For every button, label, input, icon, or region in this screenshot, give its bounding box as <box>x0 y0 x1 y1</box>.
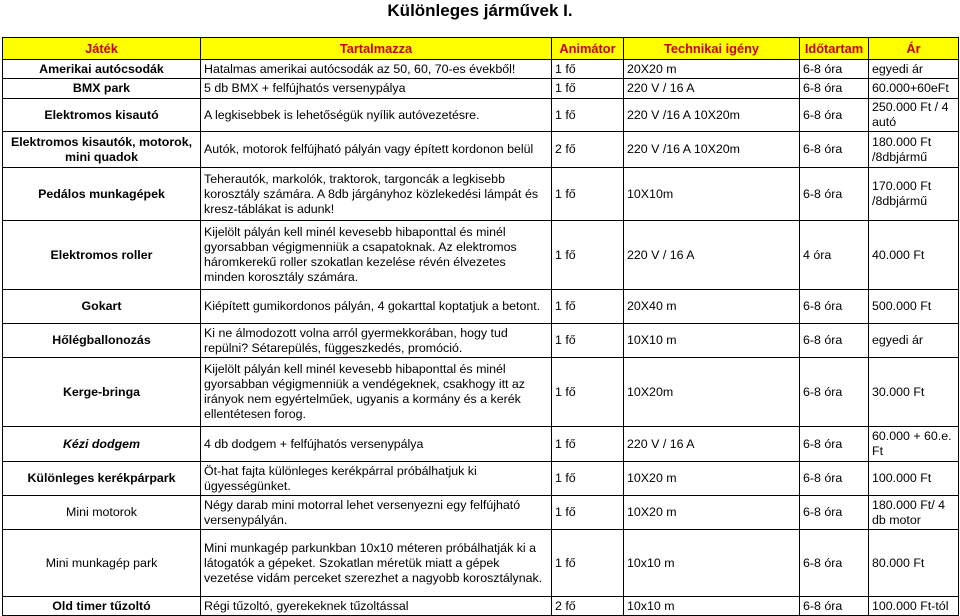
row-description: A legkisebbek is lehetőségük nyílik autóvezetésre. <box>201 99 552 132</box>
row-description: Hatalmas amerikai autócsodák az 50, 60, 70-es évekből! <box>201 60 552 79</box>
row-animator: 2 fő <box>552 132 624 168</box>
header-cell-game: Játék <box>3 38 201 60</box>
row-price: 100.000 Ft <box>869 462 959 496</box>
price-table <box>2 37 959 616</box>
row-name: Elektromos kisautó <box>3 99 201 132</box>
row-description: Öt-hat fajta különleges kerékpárral próbálhatjuk ki ügyességünket. <box>201 462 552 496</box>
table-row <box>3 132 959 168</box>
row-price: 500.000 Ft <box>869 290 959 324</box>
row-technical: 10x10 m <box>624 597 800 616</box>
row-name: Amerikai autócsodák <box>3 60 201 79</box>
row-technical: 220 V / 16 A <box>624 79 800 99</box>
row-name: Különleges kerékpárpark <box>3 462 201 496</box>
table-row <box>3 427 959 462</box>
row-animator: 1 fő <box>552 99 624 132</box>
row-price: 30.000 Ft <box>869 358 959 427</box>
row-animator: 1 fő <box>552 221 624 290</box>
row-price: 180.000 Ft /8dbjármű <box>869 132 959 168</box>
row-duration: 6-8 óra <box>800 290 869 324</box>
row-name: Mini motorok <box>3 496 201 530</box>
row-duration: 6-8 óra <box>800 324 869 358</box>
row-price: 170.000 Ft /8dbjármű <box>869 168 959 221</box>
row-technical: 20X20 m <box>624 60 800 79</box>
header-cell-duration: Időtartam <box>800 38 869 60</box>
row-duration: 6-8 óra <box>800 530 869 597</box>
row-price: 40.000 Ft <box>869 221 959 290</box>
table-row <box>3 99 959 132</box>
row-price: 180.000 Ft/ 4 db motor <box>869 496 959 530</box>
table-row <box>3 60 959 79</box>
row-name: Elektromos roller <box>3 221 201 290</box>
row-name: Kerge-bringa <box>3 358 201 427</box>
row-animator: 1 fő <box>552 79 624 99</box>
row-animator: 1 fő <box>552 290 624 324</box>
row-technical: 10X10m <box>624 168 800 221</box>
header-cell-technical: Technikai igény <box>624 38 800 60</box>
row-description: Kijelölt pályán kell minél kevesebb hibaponttal és minél gyorsabban végigmenniük a vendégeknek, csakhogy itt az irányok nem egyértelműek, ugyanis a kormány és a kerék ellentétesen forog. <box>201 358 552 427</box>
row-duration: 6-8 óra <box>800 597 869 616</box>
row-description: Autók, motorok felfújható pályán vagy épített kordonon belül <box>201 132 552 168</box>
table-row <box>3 597 959 616</box>
row-description: Ki ne álmodozott volna arról gyermekkorában, hogy tud repülni? Sétarepülés, függeszkedés, promóció. <box>201 324 552 358</box>
table-row <box>3 358 959 427</box>
row-technical: 10X10 m <box>624 324 800 358</box>
row-name: Mini munkagép park <box>3 530 201 597</box>
page-title: Különleges járművek I. <box>387 1 573 20</box>
row-description: Négy darab mini motorral lehet versenyezni egy felfújható versenypályán. <box>201 496 552 530</box>
header-cell-price: Ár <box>869 38 959 60</box>
table-row <box>3 462 959 496</box>
row-duration: 6-8 óra <box>800 427 869 462</box>
row-duration: 6-8 óra <box>800 462 869 496</box>
table-row <box>3 221 959 290</box>
row-animator: 2 fő <box>552 597 624 616</box>
row-description: 5 db BMX + felfújhatós versenypálya <box>201 79 552 99</box>
row-technical: 10X20 m <box>624 462 800 496</box>
row-price: egyedi ár <box>869 60 959 79</box>
row-name: Elektromos kisautók, motorok, mini quadok <box>3 132 201 168</box>
row-technical: 220 V / 16 A <box>624 221 800 290</box>
row-duration: 6-8 óra <box>800 60 869 79</box>
row-name: Hőlégballonozás <box>3 324 201 358</box>
row-animator: 1 fő <box>552 358 624 427</box>
row-technical: 10x10 m <box>624 530 800 597</box>
row-duration: 6-8 óra <box>800 168 869 221</box>
row-technical: 20X40 m <box>624 290 800 324</box>
row-price: 60.000+60eFt <box>869 79 959 99</box>
row-duration: 6-8 óra <box>800 99 869 132</box>
row-duration: 4 óra <box>800 221 869 290</box>
row-animator: 1 fő <box>552 496 624 530</box>
table-row <box>3 324 959 358</box>
row-technical: 10X20m <box>624 358 800 427</box>
table-row <box>3 79 959 99</box>
table-row <box>3 168 959 221</box>
row-animator: 1 fő <box>552 427 624 462</box>
table-row <box>3 530 959 597</box>
row-price: 100.000 Ft-tól <box>869 597 959 616</box>
row-technical: 10X20 m <box>624 496 800 530</box>
row-duration: 6-8 óra <box>800 132 869 168</box>
row-description: Kiépített gumikordonos pályán, 4 gokarttal koptatjuk a betont. <box>201 290 552 324</box>
row-name: BMX park <box>3 79 201 99</box>
row-animator: 1 fő <box>552 60 624 79</box>
table-row <box>3 290 959 324</box>
row-name: Kézi dodgem <box>3 427 201 462</box>
row-duration: 6-8 óra <box>800 79 869 99</box>
row-price: egyedi ár <box>869 324 959 358</box>
row-technical: 220 V / 16 A <box>624 427 800 462</box>
row-duration: 6-8 óra <box>800 496 869 530</box>
row-name: Gokart <box>3 290 201 324</box>
row-price: 80.000 Ft <box>869 530 959 597</box>
row-description: Teherautók, markolók, traktorok, targoncák a legkisebb korosztály számára. A 8db járgányhoz közlekedési lámpát és kresz-táblákat is adunk! <box>201 168 552 221</box>
row-animator: 1 fő <box>552 324 624 358</box>
header-cell-animator: Animátor <box>552 38 624 60</box>
table-row <box>3 496 959 530</box>
row-price: 60.000 + 60.e. Ft <box>869 427 959 462</box>
row-technical: 220 V /16 A 10X20m <box>624 99 800 132</box>
row-description: Régi tűzoltó, gyerekeknek tűzoltással <box>201 597 552 616</box>
row-description: Mini munkagép parkunkban 10x10 méteren próbálhatják ki a látogatók a gépeket. Szokatlan méretük miatt a gépek vezetése vidám perceket szerezhet a nagyobb korosztálynak. <box>201 530 552 597</box>
row-name: Old timer tűzoltó <box>3 597 201 616</box>
row-description: 4 db dodgem + felfújhatós versenypálya <box>201 427 552 462</box>
header-cell-contents: Tartalmazza <box>201 38 552 60</box>
table-header-row <box>3 38 959 60</box>
row-duration: 6-8 óra <box>800 358 869 427</box>
row-price: 250.000 Ft / 4 autó <box>869 99 959 132</box>
row-animator: 1 fő <box>552 462 624 496</box>
row-technical: 220 V /16 A 10X20m <box>624 132 800 168</box>
row-name: Pedálos munkagépek <box>3 168 201 221</box>
row-animator: 1 fő <box>552 168 624 221</box>
row-description: Kijelölt pályán kell minél kevesebb hibaponttal és minél gyorsabban végigmenniük a csapatoknak. Az elektromos háromkerekű roller szokatlan kezelése révén élvezetes minden korosztály számára. <box>201 221 552 290</box>
row-animator: 1 fő <box>552 530 624 597</box>
